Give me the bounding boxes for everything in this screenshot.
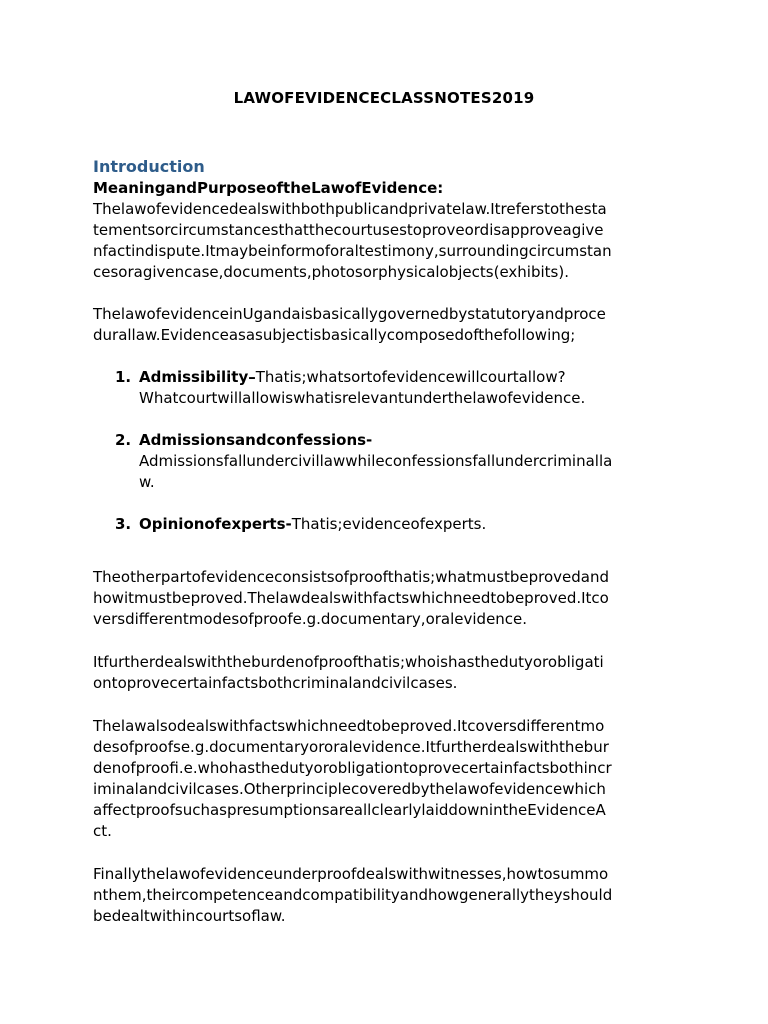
- section-heading-introduction: Introduction: [93, 157, 205, 176]
- text-line: Itfurtherdealswiththeburdenofproofthatis;whoishasthedutyorobligati: [93, 653, 604, 671]
- text-line: affectproofsuchaspresumptionsareallclearlylaiddownintheEvidenceA: [93, 801, 606, 819]
- list-text: w.: [139, 473, 155, 491]
- text-line: Thelawalsodealswithfactswhichneedtobeproved.Itcoversdifferentmo: [93, 717, 605, 735]
- paragraph-1: [93, 199, 683, 283]
- list-item: [93, 367, 683, 409]
- list-term: Admissionsandconfessions-: [139, 431, 373, 449]
- text-line: Finallythelawofevidenceunderproofdealswithwitnesses,howtosummo: [93, 865, 609, 883]
- subheading-meaning-purpose: MeaningandPurposeoftheLawofEvidence:: [93, 179, 444, 197]
- text-line: denofproofi.e.whohasthedutyorobligationtoprovecertainfactsbothincr: [93, 759, 612, 777]
- text-line: tementsorcircumstancesthatthecourtusestoproveordisapproveagive: [93, 221, 604, 239]
- paragraph-4: [93, 652, 683, 694]
- list-item: [93, 430, 683, 493]
- list-number: 1.: [115, 368, 132, 386]
- list-term: Opinionofexperts-: [139, 515, 292, 533]
- list-text: Admissionsfallundercivillawwhileconfessionsfallundercriminalla: [139, 452, 613, 470]
- text-line: ThelawofevidenceinUgandaisbasicallygovernedbystatutoryandproce: [93, 305, 606, 323]
- document-body: [93, 156, 683, 927]
- document-title: LAWOFEVIDENCECLASSNOTES2019: [233, 89, 535, 107]
- text-line: bedealtwithincourtsoflaw.: [93, 907, 286, 925]
- list-number: 2.: [115, 431, 132, 449]
- text-line: durallaw.Evidenceasasubjectisbasicallycomposedofthefollowing;: [93, 326, 576, 344]
- paragraph-5: [93, 716, 683, 842]
- list-term: Admissibility–: [139, 368, 256, 386]
- paragraph-2: [93, 304, 683, 346]
- paragraph-3: [93, 567, 683, 630]
- evidence-components-list: [93, 367, 683, 535]
- text-line: nfactindispute.Itmaybeinformoforaltestimony,surroundingcircumstan: [93, 242, 612, 260]
- text-line: ontoprovecertainfactsbothcriminalandcivilcases.: [93, 674, 458, 692]
- text-line: ct.: [93, 822, 112, 840]
- list-text: Thatis;evidenceofexperts.: [291, 515, 487, 533]
- text-line: cesoragivencase,documents,photosorphysicalobjects(exhibits).: [93, 263, 569, 281]
- text-line: iminalandcivilcases.Otherprinciplecoveredbythelawofevidencewhich: [93, 780, 606, 798]
- text-line: howitmustbeproved.Thelawdealswithfactswhichneedtobeproved.Itco: [93, 589, 609, 607]
- text-line: Theotherpartofevidenceconsistsofproofthatis;whatmustbeprovedand: [93, 568, 609, 586]
- list-text: Whatcourtwillallowiswhatisrelevantunderthelawofevidence.: [139, 389, 586, 407]
- text-line: Thelawofevidencedealswithbothpublicandprivatelaw.Itreferstothesta: [93, 200, 607, 218]
- paragraph-6: [93, 864, 683, 927]
- list-item: [93, 514, 683, 535]
- text-line: versdifferentmodesofproofe.g.documentary,oralevidence.: [93, 610, 528, 628]
- list-text: Thatis;whatsortofevidencewillcourtallow?: [255, 368, 566, 386]
- text-line: desofproofse.g.documentaryororalevidence.Itfurtherdealswiththebur: [93, 738, 609, 756]
- text-line: nthem,theircompetenceandcompatibilityandhowgenerallytheyshould: [93, 886, 613, 904]
- list-number: 3.: [115, 515, 132, 533]
